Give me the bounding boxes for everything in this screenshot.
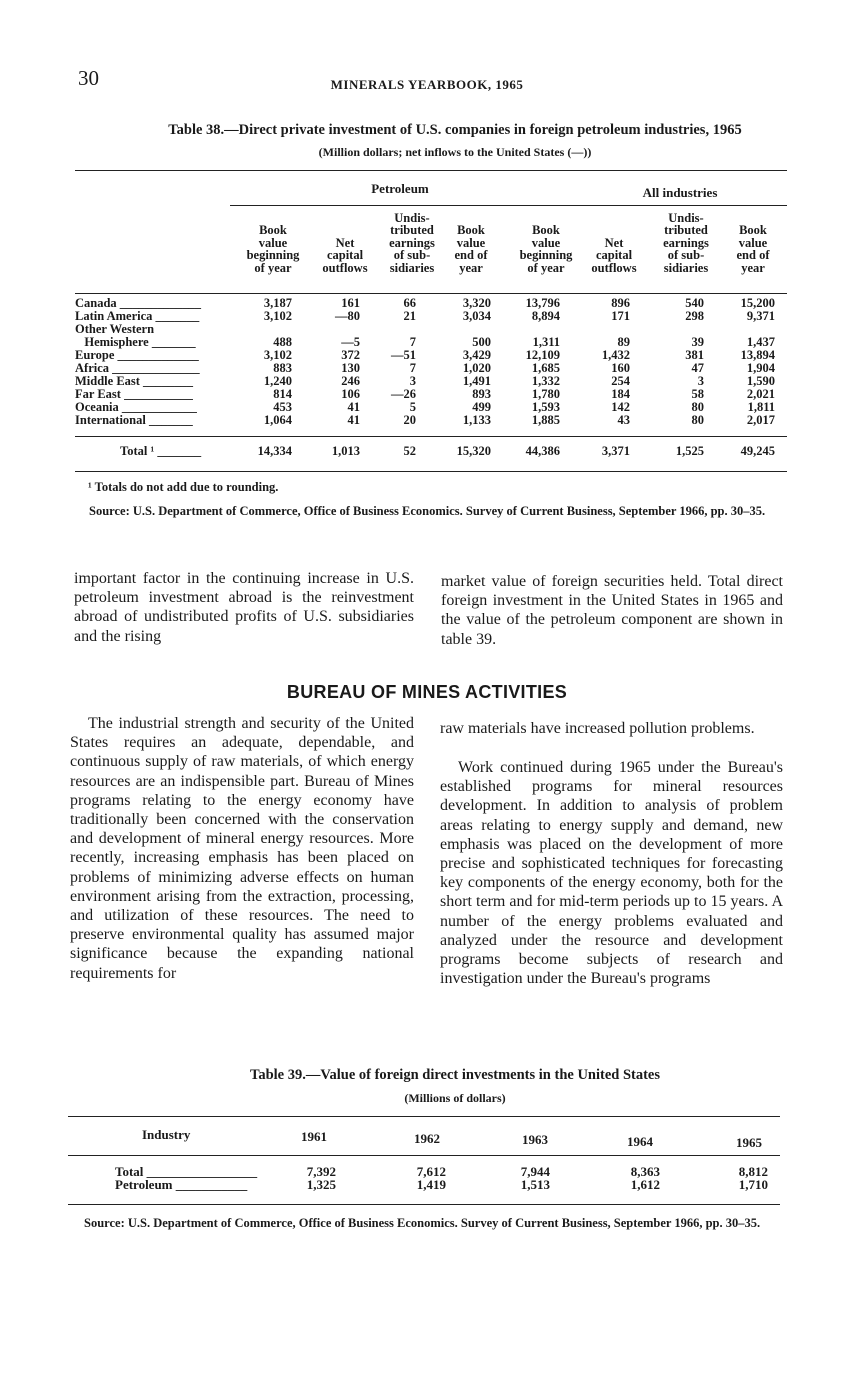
table38-col-header-line: value [456,235,486,250]
table-cell: 814 [273,387,292,401]
table-cell: 43 [617,413,630,427]
table-cell: 1,020 [462,361,491,375]
table-cell: 41 [347,400,360,414]
paragraph-left-1: important factor in the continuing increase in U.S. petroleum investment abroad is the reinvestment abroad of undistributed profits of U.S. subsidiaries and the rising [74,570,414,645]
table38-col-header-line: year [741,260,765,275]
row-label: Latin America _______ [75,309,200,323]
table38-col-header-line: capital [326,248,364,262]
table-cell: 1,240 [263,374,292,388]
table38-col-header-line: end of [736,248,770,262]
table38-col-header-line: beginning [246,248,300,262]
table-cell: 1,612 [630,1177,660,1192]
running-title: MINERALS YEARBOOK, 1965 [330,77,524,92]
table38-subtitle: (Million dollars; net inflows to the United States (—)) [318,145,592,159]
table-cell: 3,429 [462,348,491,362]
table38-col-header-line: Undis- [394,210,430,225]
table-cell: 1,064 [263,413,292,427]
table-cell: 1,432 [601,348,630,362]
table-cell: 3,034 [462,309,491,323]
page-number: 30 [78,66,99,90]
table39-year-header: 1963 [522,1132,548,1147]
table38-col-header-line: sidiaries [389,260,435,275]
table-cell: 66 [403,296,416,310]
table38-col-header-line: of sub- [667,248,705,262]
table38-col-header-line: Book [259,223,287,237]
table39-source: Source: U.S. Department of Commerce, Office of Business Economics. Survey of Current Business, September 1966, pp. 30–35. [84,1216,761,1230]
table-cell: 8,894 [531,309,560,323]
table38-col-header-line: outflows [322,260,368,275]
table38-header-rule [75,293,787,294]
table39-header-industry: Industry [142,1127,191,1142]
table38-source: Source: U.S. Department of Commerce, Office of Business Economics. Survey of Current Business, September 1966, pp. 30–35. [89,504,766,518]
table38-col-header-line: tributed [390,223,434,237]
table-cell: 1,133 [462,413,491,427]
table38-col-header [574,237,654,275]
table38-col-header-line: end of [454,248,488,262]
table-cell: —5 [341,335,360,349]
row-label: Africa ______________ [75,361,200,375]
table-cell: 5 [409,400,416,414]
table-cell: 1,437 [746,335,775,349]
table-cell: 1,885 [531,413,560,427]
table-cell: 3 [697,374,704,388]
table-cell: —26 [391,387,416,401]
table38-total-rule [75,436,787,437]
table-cell: 1,811 [747,400,775,414]
table-cell: 246 [341,374,360,388]
table38-col-header-line: capital [595,248,633,262]
row-label: International _______ [75,413,193,427]
table-cell: 171 [611,309,630,323]
table-cell: 1,013 [331,444,360,458]
table38-col-header-line: outflows [591,260,637,275]
table-cell: 142 [611,400,630,414]
table38-col-header-line: earnings [389,235,435,250]
table-cell: 58 [691,387,704,401]
table-cell: 3 [409,374,416,388]
table-cell: 453 [273,400,292,414]
table-cell: 499 [472,400,491,414]
table-cell: 3,102 [263,309,292,323]
table-cell: 1,780 [531,387,560,401]
table38-col-header-line: value [738,235,768,250]
table-cell: 2,021 [746,387,775,401]
table-cell: 15,200 [740,296,775,310]
row-label: Total _________________ [115,1164,258,1179]
table-cell: 1,710 [738,1177,768,1192]
table-cell: 893 [472,387,491,401]
table-cell: 1,590 [746,374,775,388]
table38-footnote: ¹ Totals do not add due to rounding. [88,480,279,494]
table39-top-rule [68,1116,780,1117]
table39-year-header: 1961 [301,1129,327,1144]
table-cell: 254 [611,374,630,388]
table39-year-header: 1965 [736,1135,762,1150]
table-cell: 500 [472,335,491,349]
row-label: Europe _____________ [75,348,199,362]
row-label: Total ¹ _______ [120,444,202,458]
table-cell: 106 [341,387,360,401]
table-cell: 13,796 [525,296,560,310]
table38-group-petroleum: Petroleum [371,181,429,196]
row-label: Oceania ____________ [75,400,197,414]
table-cell: 15,320 [456,444,491,458]
paragraph-right-2a: raw materials have increased pollution problems. [440,720,755,737]
table-cell: 883 [273,361,292,375]
table-cell: 2,017 [746,413,775,427]
table-cell: 49,245 [740,444,775,458]
table-cell: 1,525 [675,444,704,458]
table38-col-header-line: year [459,260,483,275]
table-cell: 7,612 [416,1164,446,1179]
table-cell: 7,944 [520,1164,550,1179]
paragraph-right-1: market value of foreign securities held. Total direct foreign investment in the United States in 1965 and the value of the petroleum component are shown in table 39. [441,573,783,648]
table-cell: 3,102 [263,348,292,362]
table38-col-header [233,224,313,274]
table-cell: 7 [409,361,416,375]
row-label: Middle East ________ [75,374,194,388]
table38-group-rule [230,205,787,206]
table38-col-header-line: sidiaries [663,260,709,275]
table39-subtitle: (Millions of dollars) [404,1091,506,1105]
paragraph-left-2: The industrial strength and security of the United States requires an adequate, dependable, and continuous supply of raw materials, of which energy resources are an indispensible part. Bureau of Mines programs relating to the energy economy have traditionally been concerned with the conservation and development of mineral energy resources. More recently, increasing emphasis has been placed on problems of minimizing adverse effects on human environment arising from the extraction, processing, and utilization of these resources. The need to preserve environmental quality has assumed major significance because the expanding national requirements for [70,715,414,982]
table-cell: 372 [341,348,360,362]
table-cell: 89 [617,335,630,349]
row-label: Far East ___________ [75,387,193,401]
table-cell: 160 [611,361,630,375]
table-cell: 7 [409,335,416,349]
table-cell: 184 [611,387,630,401]
table38-col-header [431,224,511,274]
row-label: Petroleum ___________ [115,1177,248,1192]
table-cell: 1,904 [746,361,775,375]
paragraph-right-2b: Work continued during 1965 under the Bureau's established programs for mineral resources development. In addition to analysis of problem areas relating to energy supply and demand, new emphasis was placed on the development of more precise and sophisticated techniques for forecasting key components of the energy economy, both for the short term and for mid-term periods up to 15 years. A number of the energy problems evaluated and analyzed under the resource and development programs become subjects of research and investigation under the Bureau's programs [440,759,783,988]
table-cell: 3,320 [462,296,491,310]
table-cell: 41 [347,413,360,427]
table-cell: 488 [273,335,292,349]
table-cell: 1,513 [520,1177,550,1192]
table38-title: Table 38.—Direct private investment of U.S. companies in foreign petroleum industries, 1965 [168,122,742,138]
table-cell: 12,109 [525,348,560,362]
table38-col-header-line: value [258,235,288,250]
table38-col-header-line: of sub- [393,248,431,262]
row-label: Canada _____________ [75,296,202,310]
table38-col-header-line: of year [254,260,292,275]
table-cell: 1,325 [306,1177,336,1192]
table38-bottom-rule [75,471,787,472]
table-cell: 8,812 [738,1164,768,1179]
row-label: Hemisphere _______ [75,335,196,349]
table-cell: 39 [691,335,704,349]
table38-col-header-line: Undis- [668,210,704,225]
table-cell: 20 [403,413,416,427]
table38-col-header [713,224,793,274]
table38-col-header-line: Net [335,235,355,250]
table-cell: 9,371 [746,309,775,323]
table-cell: 80 [691,400,704,414]
table-cell: 8,363 [630,1164,660,1179]
table-cell: 1,419 [416,1177,446,1192]
table-cell: 896 [611,296,630,310]
table38-col-header-line: Book [532,223,560,237]
table-cell: 1,332 [531,374,560,388]
table-cell: 13,894 [740,348,775,362]
table-cell: 1,311 [532,335,560,349]
table39-year-header: 1962 [414,1130,440,1146]
table38-col-header-line: tributed [664,223,708,237]
table-cell: 3,187 [263,296,292,310]
table39-bottom-rule [68,1204,780,1205]
table38-top-rule [75,170,787,171]
table-cell: 14,334 [257,444,292,458]
table-cell: —51 [391,348,416,362]
table38-col-header-line: Net [604,235,624,250]
table38-group-all: All industries [642,185,718,200]
table-cell: 52 [403,444,416,458]
table38-col-header-line: Book [457,223,485,237]
table-cell: 130 [341,361,360,375]
table38-col-header-line: earnings [663,235,709,250]
table38-col-header-line: of year [527,260,565,275]
table-cell: —80 [335,309,360,323]
table-cell: 1,685 [531,361,560,375]
table38-col-header-line: value [531,235,561,250]
row-label: Other Western [75,322,155,336]
table-cell: 1,491 [462,374,491,388]
table-cell: 161 [341,296,360,310]
table39-header-rule [68,1155,780,1156]
table-cell: 21 [403,309,416,323]
table39-title: Table 39.—Value of foreign direct investments in the United States [249,1067,661,1083]
table-cell: 298 [685,309,704,323]
table-cell: 381 [685,348,704,362]
table-cell: 540 [685,296,704,310]
table39-year-header: 1964 [627,1133,653,1149]
table-cell: 3,371 [601,444,630,458]
table-cell: 47 [691,361,704,375]
table-cell: 1,593 [531,400,560,414]
table-cell: 7,392 [306,1164,336,1179]
table-cell: 80 [691,413,704,427]
table38-col-header-line: Book [739,223,767,237]
section-heading: BUREAU OF MINES ACTIVITIES [286,682,568,702]
table38-col-header-line: beginning [519,248,573,262]
table-cell: 44,386 [525,444,560,458]
